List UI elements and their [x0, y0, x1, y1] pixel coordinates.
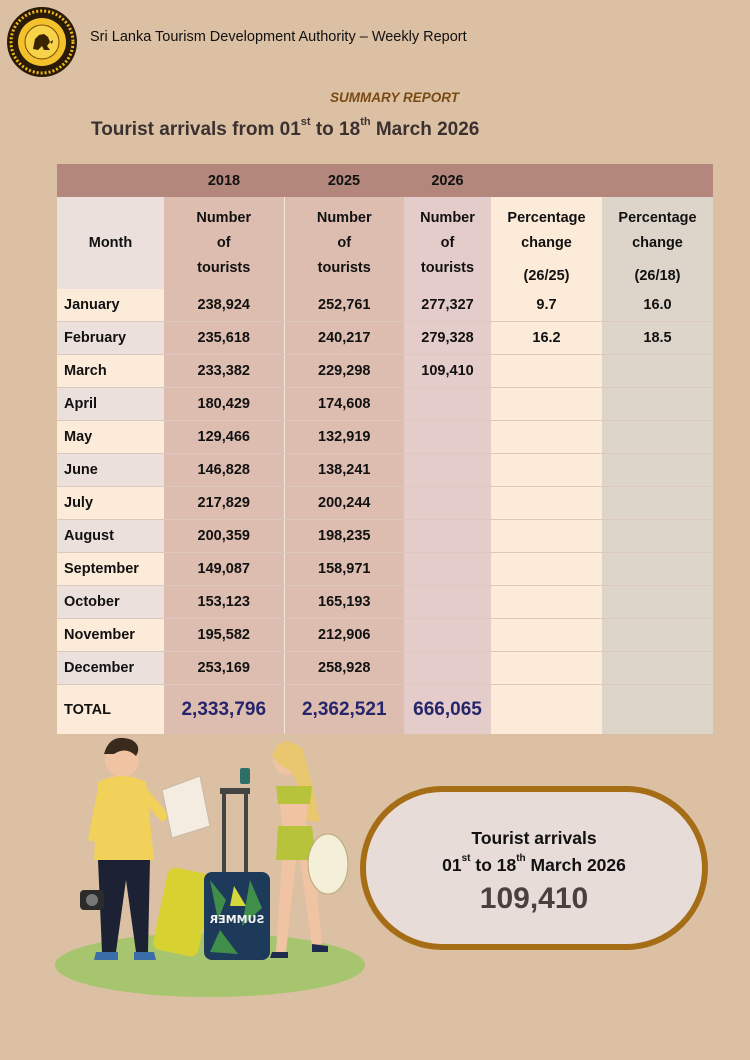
value-2018-cell: 180,429 — [164, 388, 284, 421]
table-row — [57, 553, 713, 586]
pct-26-25-cell — [491, 586, 602, 619]
value-2025-cell: 212,906 — [284, 619, 404, 652]
value-2026-cell — [404, 520, 491, 553]
month-cell: March — [57, 355, 164, 388]
table-row — [57, 487, 713, 520]
pct-26-18-cell: 18.5 — [602, 322, 713, 355]
percentage-change-header: Percentage change (26/25) — [491, 197, 602, 289]
month-cell: November — [57, 619, 164, 652]
number-of-tourists-header: Number of tourists — [284, 197, 404, 289]
table-row — [57, 454, 713, 487]
value-2018-cell: 195,582 — [164, 619, 284, 652]
number-of-tourists-header: Number of tourists — [164, 197, 284, 289]
month-header: Month — [57, 197, 164, 289]
pct-26-18-cell — [602, 421, 713, 454]
table-row — [57, 322, 713, 355]
pct-26-18-cell — [602, 619, 713, 652]
value-2025-cell: 258,928 — [284, 652, 404, 685]
summary-report-label: SUMMARY REPORT — [330, 90, 460, 105]
month-cell: October — [57, 586, 164, 619]
table-row — [57, 619, 713, 652]
value-2026-cell — [404, 487, 491, 520]
pct-26-18-cell — [602, 487, 713, 520]
table-row — [57, 289, 713, 322]
value-2026-cell — [404, 586, 491, 619]
pct-26-25-cell — [491, 652, 602, 685]
value-2026-cell — [404, 619, 491, 652]
value-2025-cell: 165,193 — [284, 586, 404, 619]
month-cell: December — [57, 652, 164, 685]
total-2026: 666,065 — [404, 685, 491, 735]
value-2018-cell: 238,924 — [164, 289, 284, 322]
arrivals-table — [57, 164, 713, 734]
pct-26-18-cell — [602, 388, 713, 421]
value-2025-cell: 229,298 — [284, 355, 404, 388]
value-2025-cell: 158,971 — [284, 553, 404, 586]
pct-26-25-cell — [491, 355, 602, 388]
month-cell: July — [57, 487, 164, 520]
month-cell: August — [57, 520, 164, 553]
value-2026-cell: 109,410 — [404, 355, 491, 388]
pct-26-18-cell — [602, 355, 713, 388]
table-row — [57, 586, 713, 619]
table-row — [57, 520, 713, 553]
card-title: Tourist arrivals — [471, 828, 597, 848]
table-row — [57, 355, 713, 388]
total-2018: 2,333,796 — [164, 685, 284, 735]
suitcase-label: SUMMER — [209, 913, 265, 926]
column-header-row — [57, 197, 713, 289]
arrivals-highlight-card — [360, 786, 708, 950]
total-pct-blank — [491, 685, 602, 735]
month-cell: January — [57, 289, 164, 322]
value-2026-cell — [404, 553, 491, 586]
value-2018-cell: 146,828 — [164, 454, 284, 487]
pct-26-25-cell — [491, 454, 602, 487]
pct-26-25-cell — [491, 421, 602, 454]
pct-26-25-cell — [491, 487, 602, 520]
card-value: 109,410 — [479, 882, 589, 915]
total-label: TOTAL — [57, 685, 164, 735]
table-row — [57, 652, 713, 685]
pct-26-25-cell: 16.2 — [491, 322, 602, 355]
value-2026-cell: 277,327 — [404, 289, 491, 322]
month-cell: February — [57, 322, 164, 355]
blank-header-cell — [602, 164, 713, 197]
value-2025-cell: 240,217 — [284, 322, 404, 355]
year-header: 2025 — [284, 164, 404, 197]
value-2026-cell: 279,328 — [404, 322, 491, 355]
table-row — [57, 421, 713, 454]
value-2025-cell: 200,244 — [284, 487, 404, 520]
month-cell: April — [57, 388, 164, 421]
year-header: 2018 — [164, 164, 284, 197]
value-2025-cell: 138,241 — [284, 454, 404, 487]
value-2026-cell — [404, 388, 491, 421]
pct-26-18-cell — [602, 454, 713, 487]
pct-26-25-cell — [491, 520, 602, 553]
year-header: 2026 — [404, 164, 491, 197]
card-period: 01st to 18th March 2026 — [442, 853, 626, 875]
blank-header-cell — [57, 164, 164, 197]
travelers-with-luggage-illustration — [50, 730, 380, 1000]
pct-26-18-cell — [602, 652, 713, 685]
table-row — [57, 388, 713, 421]
percentage-change-header: Percentage change (26/18) — [602, 197, 713, 289]
number-of-tourists-header: Number of tourists — [404, 197, 491, 289]
value-2018-cell: 129,466 — [164, 421, 284, 454]
value-2026-cell — [404, 421, 491, 454]
value-2018-cell: 235,618 — [164, 322, 284, 355]
page-title: Tourist arrivals from 01st to 18th March 2026 — [91, 116, 480, 140]
pct-26-25-cell — [491, 553, 602, 586]
value-2025-cell: 198,235 — [284, 520, 404, 553]
blank-header-cell — [491, 164, 602, 197]
value-2018-cell: 253,169 — [164, 652, 284, 685]
month-cell: June — [57, 454, 164, 487]
value-2018-cell: 153,123 — [164, 586, 284, 619]
value-2025-cell: 132,919 — [284, 421, 404, 454]
month-cell: May — [57, 421, 164, 454]
total-2025: 2,362,521 — [284, 685, 404, 735]
pct-26-18-cell — [602, 553, 713, 586]
value-2025-cell: 252,761 — [284, 289, 404, 322]
value-2018-cell: 200,359 — [164, 520, 284, 553]
organization-header: Sri Lanka Tourism Development Authority – Weekly Report — [90, 29, 467, 45]
value-2026-cell — [404, 652, 491, 685]
total-pct-blank — [602, 685, 713, 735]
year-header-row — [57, 164, 713, 197]
sltda-emblem-icon — [6, 6, 78, 78]
pct-26-18-cell — [602, 586, 713, 619]
value-2018-cell: 233,382 — [164, 355, 284, 388]
pct-26-25-cell — [491, 388, 602, 421]
value-2018-cell: 217,829 — [164, 487, 284, 520]
value-2025-cell: 174,608 — [284, 388, 404, 421]
value-2026-cell — [404, 454, 491, 487]
total-row — [57, 685, 713, 735]
pct-26-25-cell — [491, 619, 602, 652]
pct-26-18-cell: 16.0 — [602, 289, 713, 322]
month-cell: September — [57, 553, 164, 586]
pct-26-18-cell — [602, 520, 713, 553]
value-2018-cell: 149,087 — [164, 553, 284, 586]
pct-26-25-cell: 9.7 — [491, 289, 602, 322]
